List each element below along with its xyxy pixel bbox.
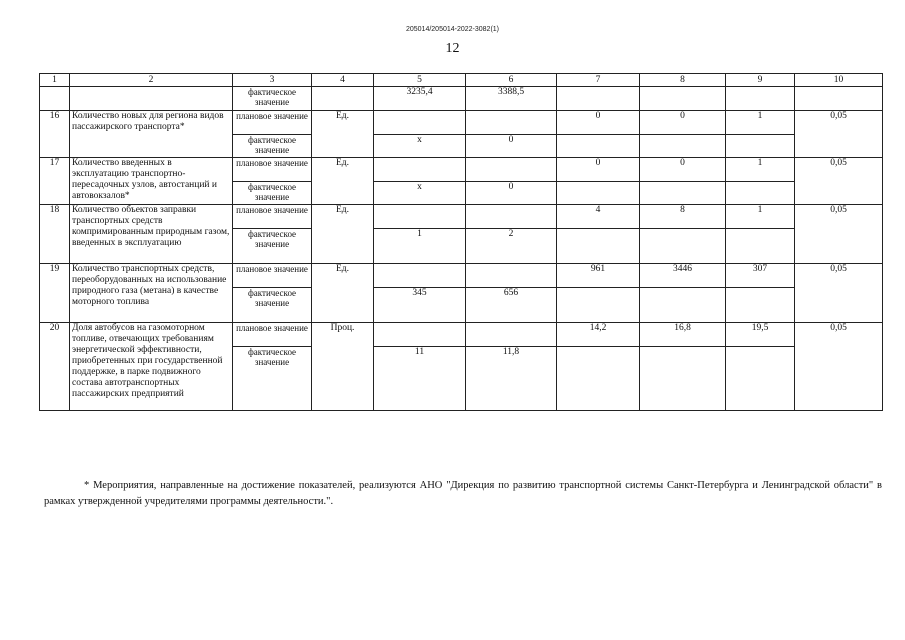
table-cell: 0 [640, 158, 726, 182]
table-cell: 345 [374, 288, 466, 323]
value-type-label: плановое значение [233, 158, 312, 182]
column-header: 5 [374, 74, 466, 87]
table-cell: 0 [557, 158, 640, 182]
value-type-label: фактическое значение [233, 229, 312, 264]
table-cell [726, 87, 795, 111]
row-number: 17 [40, 158, 70, 205]
value-type-label: фактическое значение [233, 182, 312, 205]
document-id: 205014/205014-2022-3082(1) [405, 26, 500, 33]
table-cell [640, 182, 726, 205]
table-cell [40, 87, 70, 111]
table-cell [466, 205, 557, 229]
table-cell [640, 229, 726, 264]
table-cell: 1 [374, 229, 466, 264]
value-type-label: фактическое значение [233, 347, 312, 411]
table-cell: 0 [466, 182, 557, 205]
table-cell: 3388,5 [466, 87, 557, 111]
table-cell [466, 264, 557, 288]
page-number: 12 [445, 41, 460, 56]
table-cell [557, 288, 640, 323]
table-cell [466, 158, 557, 182]
column-header: 7 [557, 74, 640, 87]
unit-cell: Ед. [312, 111, 374, 158]
weight-cell: 0,05 [795, 264, 883, 323]
table-cell [374, 111, 466, 135]
weight-cell: 0,05 [795, 323, 883, 411]
indicators-table [39, 73, 883, 411]
carry-over-row [40, 87, 883, 111]
table-row [40, 264, 883, 288]
table-cell: 0 [640, 111, 726, 135]
table-cell: 4 [557, 205, 640, 229]
table-cell: 3235,4 [374, 87, 466, 111]
row-number: 20 [40, 323, 70, 411]
table-cell: 14,2 [557, 323, 640, 347]
table-cell: 1 [726, 205, 795, 229]
weight-cell: 0,05 [795, 205, 883, 264]
indicator-name: Количество транспортных средств, переоборудованных на использование природного газа (метана) в качестве моторного топлива [70, 264, 233, 323]
footnote: * Мероприятия, направленные на достижение показателей, реализуются АНО "Дирекция по развитию транспортной системы Санкт-Петербурга и Ленинградской области" в рамках утвержденной учредителями программы деятельности.". [44, 480, 882, 507]
table-cell [726, 182, 795, 205]
value-type-label: плановое значение [233, 323, 312, 347]
table-cell: х [374, 182, 466, 205]
table-row [40, 205, 883, 229]
row-number: 16 [40, 111, 70, 158]
value-type-label: фактическое значение [233, 288, 312, 323]
table-row [40, 158, 883, 182]
table-cell [726, 135, 795, 158]
value-type-label: фактическое значение [233, 87, 312, 111]
table-cell: 0 [466, 135, 557, 158]
table-cell [374, 264, 466, 288]
unit-cell: Ед. [312, 264, 374, 323]
column-header: 3 [233, 74, 312, 87]
row-number: 18 [40, 205, 70, 264]
indicator-name: Доля автобусов на газомоторном топливе, отвечающих требованиям энергетической эффективности, приобретенных при государственной поддержке, в парке подвижного состава автотранспортных пассажирских предприятий [70, 323, 233, 411]
table-cell [726, 347, 795, 411]
table-cell: 961 [557, 264, 640, 288]
table-row [40, 111, 883, 135]
table-cell [374, 205, 466, 229]
table-cell [726, 288, 795, 323]
value-type-label: плановое значение [233, 205, 312, 229]
table-cell: 11,8 [466, 347, 557, 411]
value-type-label: плановое значение [233, 264, 312, 288]
table-cell [466, 111, 557, 135]
table-cell [640, 135, 726, 158]
table-cell: х [374, 135, 466, 158]
table-cell: 1 [726, 158, 795, 182]
table-cell: 19,5 [726, 323, 795, 347]
table-cell [70, 87, 233, 111]
table-cell [557, 347, 640, 411]
table-cell [374, 158, 466, 182]
weight-cell: 0,05 [795, 111, 883, 158]
table-cell [312, 87, 374, 111]
unit-cell: Проц. [312, 323, 374, 411]
table-cell: 0 [557, 111, 640, 135]
column-header: 9 [726, 74, 795, 87]
table-cell [640, 87, 726, 111]
table-cell: 11 [374, 347, 466, 411]
column-header: 8 [640, 74, 726, 87]
value-type-label: плановое значение [233, 111, 312, 135]
table-cell [466, 323, 557, 347]
table-header-row [40, 74, 883, 87]
table-cell [557, 229, 640, 264]
table-cell: 656 [466, 288, 557, 323]
column-header: 1 [40, 74, 70, 87]
table-cell [640, 288, 726, 323]
table-cell [557, 182, 640, 205]
table-cell: 2 [466, 229, 557, 264]
table-cell [374, 323, 466, 347]
table-cell [795, 87, 883, 111]
table-cell: 8 [640, 205, 726, 229]
unit-cell: Ед. [312, 158, 374, 205]
table-cell: 307 [726, 264, 795, 288]
table-cell: 1 [726, 111, 795, 135]
indicator-name: Количество объектов заправки транспортных средств компримированным природным газом, введенных в эксплуатацию [70, 205, 233, 264]
indicator-name: Количество введенных в эксплуатацию транспортно-пересадочных узлов, автостанций и автовокзалов* [70, 158, 233, 205]
table-cell: 16,8 [640, 323, 726, 347]
unit-cell: Ед. [312, 205, 374, 264]
table-cell [640, 347, 726, 411]
table-cell: 3446 [640, 264, 726, 288]
table-cell [557, 87, 640, 111]
indicator-name: Количество новых для региона видов пассажирского транспорта* [70, 111, 233, 158]
table-row [40, 323, 883, 347]
table-cell [726, 229, 795, 264]
column-header: 2 [70, 74, 233, 87]
column-header: 6 [466, 74, 557, 87]
column-header: 4 [312, 74, 374, 87]
value-type-label: фактическое значение [233, 135, 312, 158]
column-header: 10 [795, 74, 883, 87]
weight-cell: 0,05 [795, 158, 883, 205]
table-cell [557, 135, 640, 158]
row-number: 19 [40, 264, 70, 323]
